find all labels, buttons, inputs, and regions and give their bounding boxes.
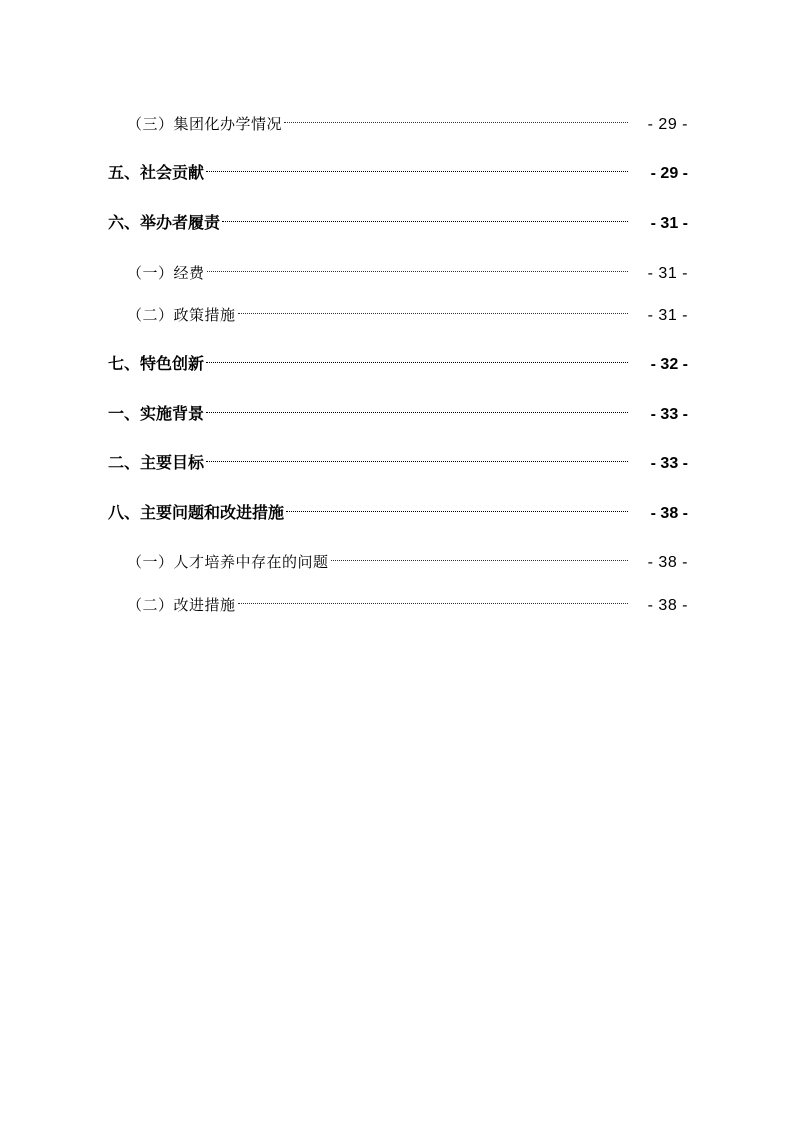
toc-leader-dots <box>222 204 628 228</box>
toc-entry-title: （一）经费 <box>127 264 205 282</box>
toc-leader-dots <box>284 105 628 129</box>
toc-entry-title: 一、实施背景 <box>108 404 205 423</box>
toc-leader-dots <box>331 543 628 567</box>
toc-entry-group-schooling[interactable] <box>127 105 688 133</box>
toc-entry-title: 八、主要问题和改进措施 <box>108 503 285 522</box>
toc-entry-title: 五、社会贡献 <box>108 163 205 182</box>
toc-entry-main-goals[interactable] <box>108 444 688 472</box>
toc-leader-dots <box>206 444 628 468</box>
toc-page-number: - 33 - <box>650 406 688 423</box>
toc-entry-title: （二）改进措施 <box>127 596 236 614</box>
toc-entry-funding[interactable] <box>127 254 688 282</box>
toc-entry-title: 六、举办者履责 <box>108 213 221 232</box>
toc-page-number: - 29 - <box>647 116 688 133</box>
toc-entry-title: （一）人才培养中存在的问题 <box>127 553 329 571</box>
toc-page-number: - 31 - <box>647 307 688 324</box>
toc-entry-title: 二、主要目标 <box>108 453 205 472</box>
toc-page-number: - 29 - <box>650 165 688 182</box>
toc-entry-title: （二）政策措施 <box>127 306 236 324</box>
toc-entry-title: （三）集团化办学情况 <box>127 115 283 133</box>
toc-page-number: - 38 - <box>647 597 688 614</box>
toc-entry-features-innovation[interactable] <box>108 345 688 373</box>
toc-entry-problems-improvements[interactable] <box>108 494 688 522</box>
toc-entry-training-problems[interactable] <box>127 543 688 571</box>
toc-page-number: - 33 - <box>650 455 688 472</box>
toc-page-number: - 32 - <box>650 356 688 373</box>
toc-entry-social-contribution[interactable] <box>108 154 688 182</box>
toc-page-number: - 38 - <box>647 554 688 571</box>
toc-leader-dots <box>286 494 628 518</box>
toc-page-number: - 38 - <box>650 505 688 522</box>
toc-leader-dots <box>238 296 628 320</box>
toc-entry-implementation-background[interactable] <box>108 395 688 423</box>
toc-page-number: - 31 - <box>647 265 688 282</box>
toc-leader-dots <box>206 345 628 369</box>
toc-entry-improvement-measures[interactable] <box>127 586 688 614</box>
toc-leader-dots <box>238 586 628 610</box>
toc-entry-title: 七、特色创新 <box>108 354 205 373</box>
toc-entry-policy-measures[interactable] <box>127 296 688 324</box>
toc-entry-sponsor-duties[interactable] <box>108 204 688 232</box>
toc-leader-dots <box>206 395 628 419</box>
toc-leader-dots <box>206 154 628 178</box>
toc-page-number: - 31 - <box>650 215 688 232</box>
toc-leader-dots <box>207 254 628 278</box>
